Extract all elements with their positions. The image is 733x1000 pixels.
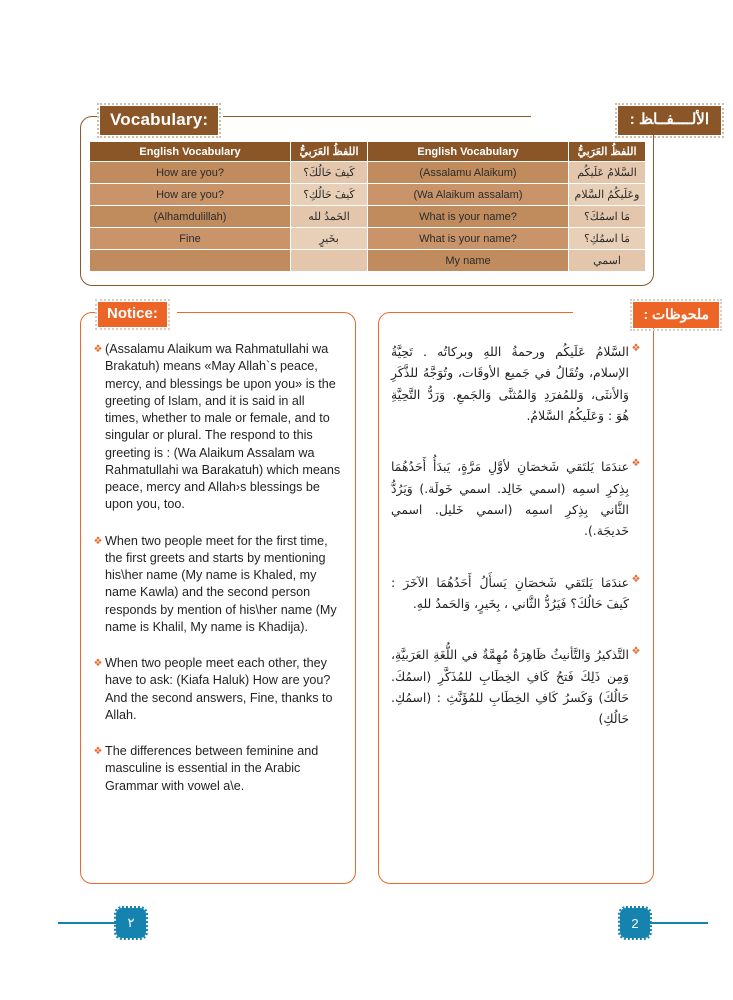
vocabulary-table	[89, 141, 646, 272]
cell-arabic-left: بخَيرٍ	[291, 228, 368, 250]
table-row	[90, 206, 646, 228]
notice-panel-english	[80, 312, 356, 884]
cell-english-right: What is your name?	[368, 228, 569, 250]
cell-english-right: (Assalamu Alaikum)	[368, 162, 569, 184]
vocabulary-title-english: Vocabulary:	[100, 106, 218, 135]
notice-text-ar-4: التَّذكيرُ وَالتَّأنيثُ ظَاهِرَةٌ مُهِمَّةٌ في اللُّغَةِ العَرَبيَّةِ، وَمِن ذَلِكَ فَتحُ كَافِ الخِطَابِ للمُذَكَّرِ (اسمُكَ. حَالُكَ) وَكَسرُ كَافِ الخِطَابِ للمُؤَنَّثِ : (اسمُكِ. حَالُكِ)	[391, 647, 629, 727]
notice-body-english	[81, 313, 355, 883]
diamond-bullet-icon: ❖	[93, 658, 103, 669]
vocabulary-table-body	[90, 162, 646, 272]
header-english-left: English Vocabulary	[90, 142, 291, 162]
notice-text-ar-2: عندَمَا يَلتَقي شَخصَانِ لأوَّلِ مَرَّةٍ، يَبدَأُ أَحَدُهُمَا بِذِكرِ اسمِه (اسمي خَالِد. اسمي خَولَة.) وَيَرُدُّ الثَّاني بِذِكرِ اسمِه (اسمي خَليل. اسمي خَديجَة.).	[391, 459, 629, 539]
header-arabic-left: اللفظُ العَرَبيُّ	[291, 142, 368, 162]
header-english-right: English Vocabulary	[368, 142, 569, 162]
list-item	[91, 655, 341, 724]
table-row	[90, 162, 646, 184]
cell-english-left: Fine	[90, 228, 291, 250]
cell-english-right: What is your name?	[368, 206, 569, 228]
notice-text-en-4: The differences between feminine and masculine is essential in the Arabic Grammar with vowel a\e.	[105, 744, 319, 793]
diamond-bullet-icon: ❖	[631, 646, 641, 658]
notice-body-arabic	[379, 313, 653, 883]
list-item	[91, 743, 341, 795]
cell-arabic-left	[291, 250, 368, 272]
table-row	[90, 184, 646, 206]
diamond-bullet-icon: ❖	[631, 573, 641, 585]
cell-arabic-right: السَّلامُ عَلَيكُم	[569, 162, 646, 184]
cell-arabic-left: كَيفَ حَالُكَ؟	[291, 162, 368, 184]
cell-arabic-right: اسمي	[569, 250, 646, 272]
list-item	[391, 456, 643, 541]
cell-english-right: My name	[368, 250, 569, 272]
diamond-bullet-icon: ❖	[631, 458, 641, 470]
list-item	[391, 341, 643, 426]
vocabulary-panel	[80, 116, 654, 286]
header-arabic-right: اللفظُ العَرَبيُّ	[569, 142, 646, 162]
table-row	[90, 250, 646, 272]
list-item	[391, 644, 643, 729]
notice-text-en-2: When two people meet for the first time, the first greets and starts by mentioning his\her name (My name is Khaled, my name Kawla) and the second person responds by mention of his\her name (My name is Khalil, My name is Khadija).	[105, 533, 337, 634]
page-number-arabic: ٢	[116, 908, 146, 938]
vocabulary-title-arabic: الأﻟــــﻔــﺎﻆ :	[618, 106, 721, 135]
cell-arabic-right: وعَلَيكُمُ السَّلام	[569, 184, 646, 206]
cell-english-right: (Wa Alaikum assalam)	[368, 184, 569, 206]
notice-text-ar-3: عندَمَا يَلتَقي شَخصَانِ يَسأَلُ أَحَدُهُمَا الآخَرَ : كَيفَ حَالُكَ؟ فَيَرُدُّ الثَّاني ، بِخَيرٍ، وَالحَمدُ للهِ.	[391, 574, 629, 611]
footer-rule-left	[58, 922, 116, 924]
cell-english-left: (Alhamdulillah)	[90, 206, 291, 228]
cell-arabic-right: مَا اسمُكِ؟	[569, 228, 646, 250]
notice-title-english: Notice:	[98, 302, 167, 327]
page-number-english: 2	[620, 908, 650, 938]
notice-text-en-3: When two people meet each other, they have to ask: (Kiafa Haluk) How are you? And the second answers, Fine, thanks to Allah.	[105, 656, 333, 722]
cell-english-left: How are you?	[90, 162, 291, 184]
table-header-row	[90, 142, 646, 162]
vocabulary-table-head	[90, 142, 646, 162]
list-item	[91, 341, 341, 514]
list-item	[91, 533, 341, 637]
notice-title-arabic: ملحوظات :	[633, 302, 719, 328]
cell-arabic-left: الحَمدُ لله	[291, 206, 368, 228]
diamond-bullet-icon: ❖	[93, 746, 103, 757]
diamond-bullet-icon: ❖	[631, 343, 641, 354]
list-item	[391, 572, 643, 615]
diamond-bullet-icon: ❖	[93, 535, 103, 547]
table-row	[90, 228, 646, 250]
cell-arabic-left: كَيفَ حَالُكِ؟	[291, 184, 368, 206]
cell-english-left: How are you?	[90, 184, 291, 206]
cell-arabic-right: مَا اسمُكَ؟	[569, 206, 646, 228]
notice-text-en-1: (Assalamu Alaikum wa Rahmatullahi wa Brakatuh) means «May Allah`s peace, mercy, and blessings be upon you» is the greeting of Islam, and it is said in all times, whether to male or female, and to singular or plural. The respond to this greeting is : (Wa Alaikum Assalam wa Rahmatullahi wa Barakatuh) which means peace, mercy and Allah›s blessings be upon you, too.	[105, 342, 341, 512]
notice-text-ar-1: السَّلامُ عَلَيكُم ورحمةُ اللهِ وبركاتُه . تَحِيَّةُ الإسلام، وتُقَالُ في جَميع الأوقَات، وتُوَجَّهُ للذَّكَرِ وَالأنثَى، وَللمُفرَدِ وَالمُثنَّى وَالجَمعِ. وَرَدُّ التَّحِيَّةِ هُوَ : وَعَلَيكُمُ السَّلامُ.	[391, 344, 629, 423]
diamond-bullet-icon: ❖	[93, 344, 103, 355]
cell-english-left	[90, 250, 291, 272]
footer-rule-right	[650, 922, 708, 924]
notice-panel-arabic	[378, 312, 654, 884]
